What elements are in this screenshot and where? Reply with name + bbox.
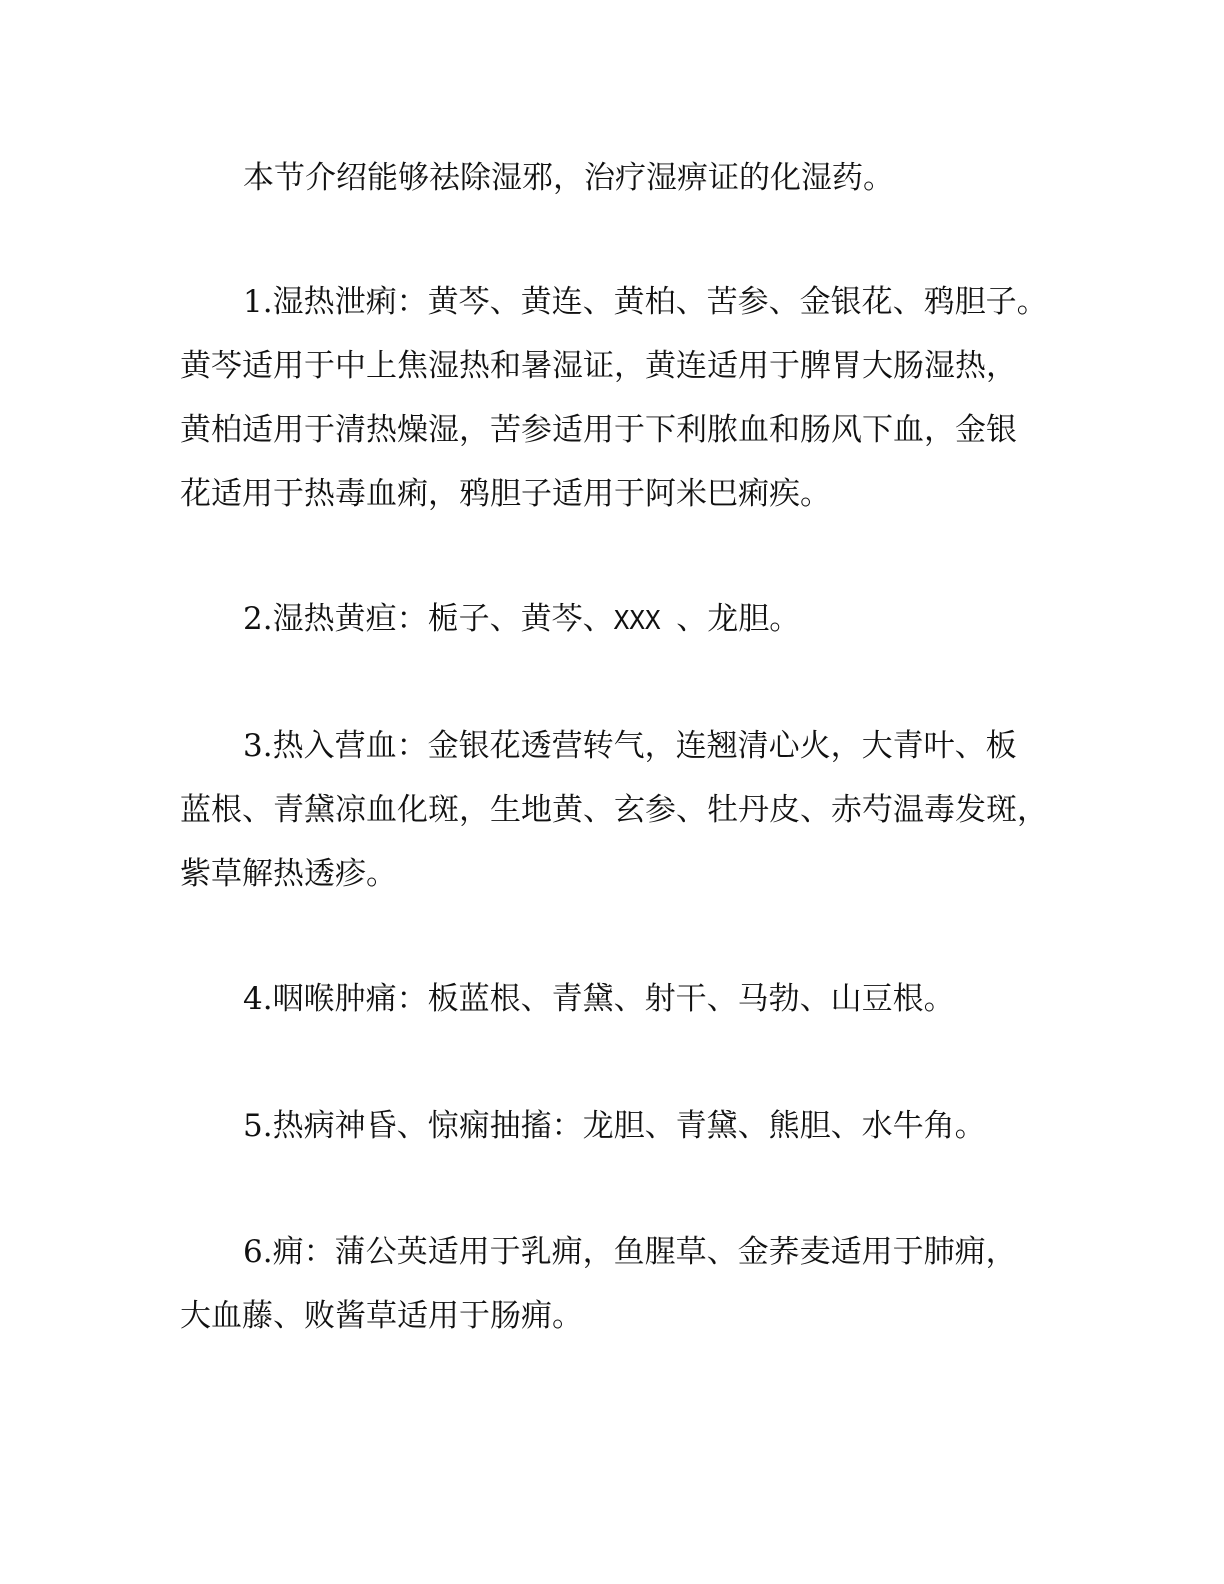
paragraph-line: 4.咽喉肿痛：板蓝根、青黛、射干、马勃、山豆根。 bbox=[243, 981, 955, 1017]
placeholder-text: XXX bbox=[613, 606, 677, 636]
paragraph-line: 花适用于热毒血痢，鸦胆子适用于阿米巴痢疾。 bbox=[180, 476, 831, 512]
text-segment: 、龙胆。 bbox=[676, 601, 801, 637]
paragraph-line: 黄柏适用于清热燥湿，苦参适用于下利脓血和肠风下血，金银 bbox=[180, 412, 1017, 448]
paragraph-line: 本节介绍能够祛除湿邪，治疗湿痹证的化湿药。 bbox=[243, 160, 894, 196]
section-3-heat-in-nutrient-blood bbox=[180, 714, 1060, 906]
section-6-abscess bbox=[180, 1220, 1060, 1348]
paragraph-line: 紫草解热透疹。 bbox=[180, 856, 397, 892]
paragraph-line: 大血藤、败酱草适用于肠痈。 bbox=[180, 1298, 583, 1334]
section-1-damp-heat-dysentery bbox=[180, 270, 1060, 526]
text-segment: 2.湿热黄疸：栀子、黄芩、 bbox=[243, 601, 614, 637]
section-4-sore-throat bbox=[180, 967, 1060, 1031]
paragraph-line: 1.湿热泄痢：黄芩、黄连、黄柏、苦参、金银花、鸦胆子。 bbox=[243, 284, 1048, 320]
section-5-coma-convulsions bbox=[180, 1094, 1060, 1158]
paragraph-line: 黄芩适用于中上焦湿热和暑湿证，黄连适用于脾胃大肠湿热， bbox=[180, 348, 1017, 384]
paragraph-line: 3.热入营血：金银花透营转气，连翘清心火，大青叶、板 bbox=[243, 728, 1017, 764]
paragraph-line bbox=[180, 587, 1060, 651]
paragraph-line: 蓝根、青黛凉血化斑，生地黄、玄参、牡丹皮、赤芍温毒发斑， bbox=[180, 792, 1048, 828]
paragraph-line: 5.热病神昏、惊痫抽搐：龙胆、青黛、熊胆、水牛角。 bbox=[243, 1108, 986, 1144]
paragraph-line: 6.痈：蒲公英适用于乳痈，鱼腥草、金荞麦适用于肺痈， bbox=[243, 1234, 1017, 1270]
intro-paragraph bbox=[180, 146, 1060, 210]
section-2-damp-heat-jaundice bbox=[180, 587, 1060, 651]
